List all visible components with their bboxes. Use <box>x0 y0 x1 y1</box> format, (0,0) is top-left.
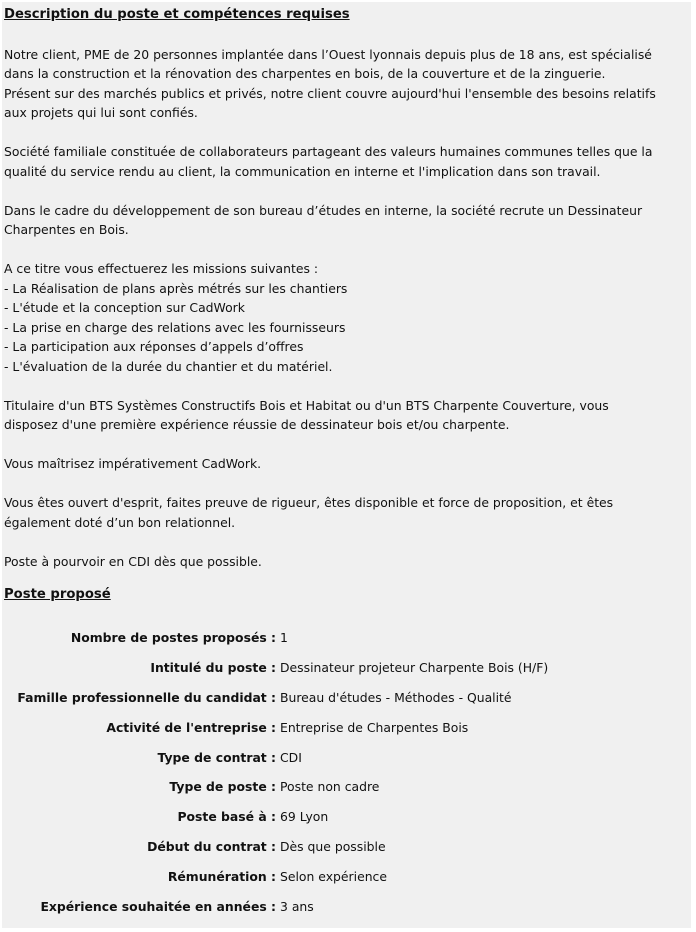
table-row <box>4 623 548 653</box>
detail-value: Dessinateur projeteur Charpente Bois (H/F) <box>280 660 549 676</box>
table-row <box>4 683 548 713</box>
detail-value: CDI <box>280 749 302 765</box>
spacer <box>4 435 687 455</box>
detail-label: Expérience souhaitée en années : <box>40 898 276 914</box>
detail-value: 69 Lyon <box>280 809 329 825</box>
text-line: Notre client, PME de 20 personnes implantée dans l’Ouest lyonnais depuis plus de 18 ans, est spécialisé <box>4 46 652 62</box>
detail-value: Dès que possible <box>280 838 386 854</box>
detail-label: Nombre de postes proposés : <box>70 630 276 646</box>
text-line: aux projets qui lui sont confiés. <box>4 105 198 120</box>
recruitment-paragraph <box>4 201 687 240</box>
detail-label: Rémunération : <box>167 868 276 884</box>
text-line: Présent sur des marchés publics et privés, notre client couvre aujourd'hui l'ensemble des besoins relatifs <box>4 85 656 101</box>
availability-paragraph <box>4 552 687 572</box>
spacer <box>4 376 687 396</box>
values-paragraph <box>4 142 687 181</box>
spacer <box>4 25 687 45</box>
text-line: Titulaire d'un BTS Systèmes Constructifs Bois et Habitat ou d'un BTS Charpente Couverture, vous <box>4 397 609 413</box>
text-line: qualité du service rendu au client, la communication en interne et l'implication dans son travail. <box>4 163 601 179</box>
skills-paragraph <box>4 454 687 474</box>
table-row <box>4 891 548 921</box>
detail-label: Poste basé à : <box>177 809 276 825</box>
spacer <box>4 240 687 260</box>
text-line: également doté d’un bon relationnel. <box>4 514 236 530</box>
detail-value: 1 <box>280 630 288 646</box>
detail-value: Entreprise de Charpentes Bois <box>280 719 469 735</box>
mission-item: - La participation aux réponses d’appels d’offres <box>4 339 304 354</box>
table-row <box>4 802 548 832</box>
mission-item: - L'étude et la conception sur CadWork <box>4 300 245 315</box>
table-row <box>4 742 548 772</box>
description-title: Description du poste et compétences requises <box>4 7 350 22</box>
poste-title: Poste proposé <box>4 587 111 602</box>
table-row <box>4 832 548 862</box>
text-line: dans la construction et la rénovation des charpentes en bois, de la couverture et de la zinguerie. <box>4 66 606 81</box>
table-row <box>4 772 548 802</box>
poste-details-table <box>4 623 548 921</box>
job-offer-panel <box>2 2 691 928</box>
text-line: Société familiale constituée de collaborateurs partageant des valeurs humaines communes telles que la <box>4 144 653 159</box>
text-line: Vous êtes ouvert d'esprit, faites preuve de rigueur, êtes disponible et force de proposition, et êtes <box>4 495 614 510</box>
detail-label: Type de contrat : <box>157 749 276 765</box>
detail-label: Activité de l'entreprise : <box>106 719 276 735</box>
spacer <box>4 474 687 494</box>
detail-label: Intitulé du poste : <box>150 660 276 676</box>
table-row <box>4 653 548 683</box>
qualification-paragraph <box>4 396 687 435</box>
profile-paragraph <box>4 493 687 532</box>
detail-label: Famille professionnelle du candidat : <box>17 689 276 705</box>
spacer <box>4 181 687 201</box>
spacer <box>4 532 687 552</box>
table-row <box>4 861 548 891</box>
detail-label: Début du contrat : <box>147 838 276 854</box>
text-line: Dans le cadre du développement de son bureau d’études en interne, la société recrute un Dessinateur <box>4 202 643 218</box>
text-line: Poste à pourvoir en CDI dès que possible. <box>4 553 262 569</box>
company-paragraph <box>4 45 687 123</box>
missions-list <box>4 279 687 377</box>
mission-item: - La Réalisation de plans après métrés sur les chantiers <box>4 280 348 296</box>
text-line: Vous maîtrisez impérativement CadWork. <box>4 456 262 471</box>
missions-intro: A ce titre vous effectuerez les missions suivantes : <box>4 261 319 276</box>
text-line: disposez d'une première expérience réussie de dessinateur bois et/ou charpente. <box>4 417 510 432</box>
spacer <box>4 123 687 143</box>
detail-value: Selon expérience <box>280 868 387 884</box>
mission-item: - L'évaluation de la durée du chantier et du matériel. <box>4 358 333 374</box>
table-row <box>4 712 548 742</box>
detail-value: Poste non cadre <box>280 779 380 795</box>
detail-label: Type de poste : <box>169 779 276 795</box>
mission-item: - La prise en charge des relations avec les fournisseurs <box>4 319 346 335</box>
text-line: Charpentes en Bois. <box>4 222 129 237</box>
detail-value: 3 ans <box>280 898 314 914</box>
detail-value: Bureau d'études - Méthodes - Qualité <box>280 689 512 705</box>
